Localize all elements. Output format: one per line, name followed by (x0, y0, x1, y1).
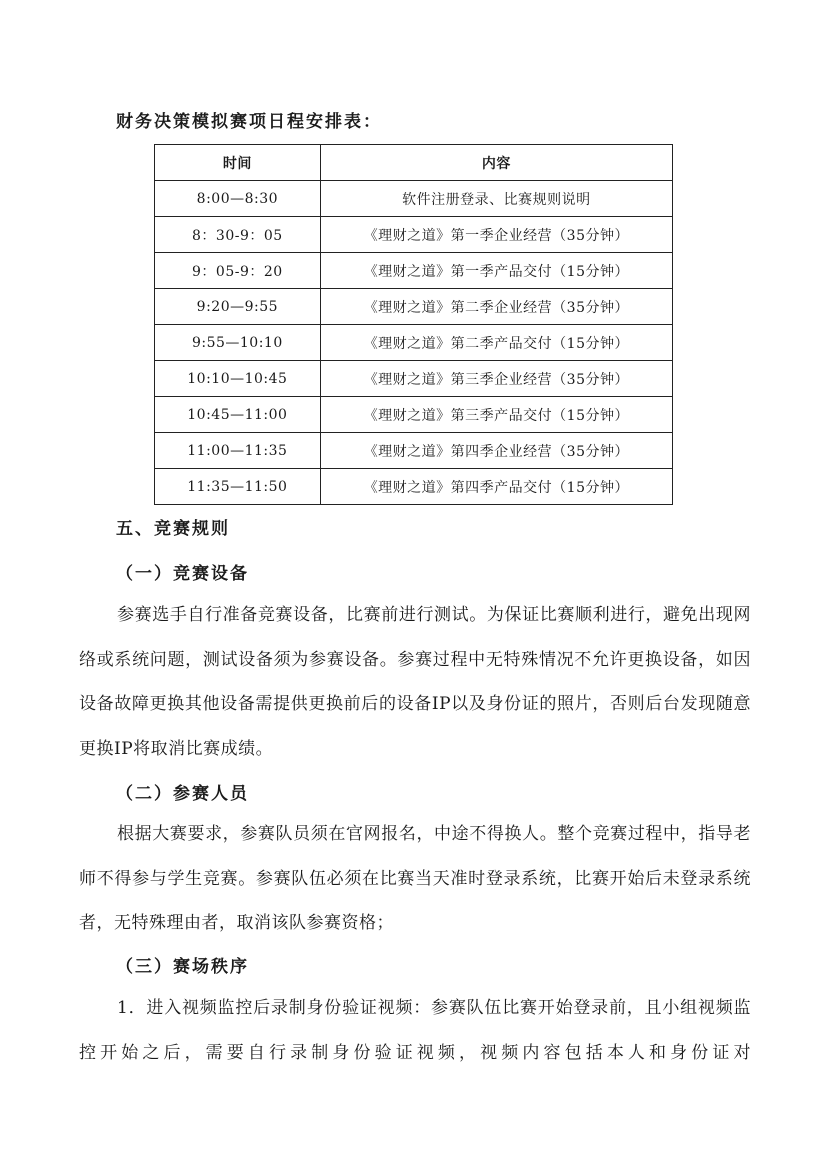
table-row (155, 253, 673, 289)
schedule-title: 财务决策模拟赛项日程安排表： (116, 112, 382, 132)
row-time: 8：30-9：05 (155, 217, 321, 253)
row-time: 10:45—11:00 (155, 397, 321, 433)
row-time: 10:10—10:45 (155, 361, 321, 397)
table-row (155, 433, 673, 469)
row-content: 《理财之道》第一季企业经营（35分钟） (320, 217, 672, 253)
table-row (155, 181, 673, 217)
table-header-row (155, 145, 673, 181)
paragraph-order: 1．进入视频监控后录制身份验证视频：参赛队伍比赛开始登录前，且小组视频监控开始之后，需要自行录制身份验证视频，视频内容包括本人和身份证对 (79, 998, 751, 1063)
paragraph-participants: 根据大赛要求，参赛队员须在官网报名，中途不得换人。整个竞赛过程中，指导老师不得参与学生竞赛。参赛队伍必须在比赛当天准时登录系统，比赛开始后未登录系统者，无特殊理由者，取消该队参赛资格； (79, 824, 751, 934)
paragraph-equipment: 参赛选手自行准备竞赛设备，比赛前进行测试。为保证比赛顺利进行，避免出现网络或系统问题，测试设备须为参赛设备。参赛过程中无特殊情况不允许更换设备，如因设备故障更换其他设备需提供更换前后的设备IP以及身份证的照片，否则后台发现随意更换IP将取消比赛成绩。 (79, 605, 751, 759)
subsection-title-participants: （二）参赛人员 (116, 784, 249, 804)
row-time: 11:35—11:50 (155, 469, 321, 505)
table-row (155, 325, 673, 361)
subsection-title-equipment: （一）竞赛设备 (116, 564, 249, 584)
row-content: 《理财之道》第四季企业经营（35分钟） (320, 433, 672, 469)
row-content: 《理财之道》第二季产品交付（15分钟） (320, 325, 672, 361)
table-row (155, 361, 673, 397)
schedule-table (154, 144, 673, 505)
table-row (155, 397, 673, 433)
row-content: 《理财之道》第三季产品交付（15分钟） (320, 397, 672, 433)
table-row (155, 289, 673, 325)
row-content: 《理财之道》第二季企业经营（35分钟） (320, 289, 672, 325)
table-row (155, 469, 673, 505)
header-time: 时间 (155, 145, 321, 181)
row-time: 8:00—8:30 (155, 181, 321, 217)
row-content: 《理财之道》第三季企业经营（35分钟） (320, 361, 672, 397)
section-title: 五、竞赛规则 (116, 519, 230, 539)
row-time: 9:55—10:10 (155, 325, 321, 361)
header-content: 内容 (320, 145, 672, 181)
table-row (155, 217, 673, 253)
row-content: 《理财之道》第一季产品交付（15分钟） (320, 253, 672, 289)
row-time: 9：05-9：20 (155, 253, 321, 289)
row-content: 软件注册登录、比赛规则说明 (320, 181, 672, 217)
row-time: 9:20—9:55 (155, 289, 321, 325)
row-content: 《理财之道》第四季产品交付（15分钟） (320, 469, 672, 505)
subsection-title-order: （三）赛场秩序 (116, 957, 249, 977)
row-time: 11:00—11:35 (155, 433, 321, 469)
